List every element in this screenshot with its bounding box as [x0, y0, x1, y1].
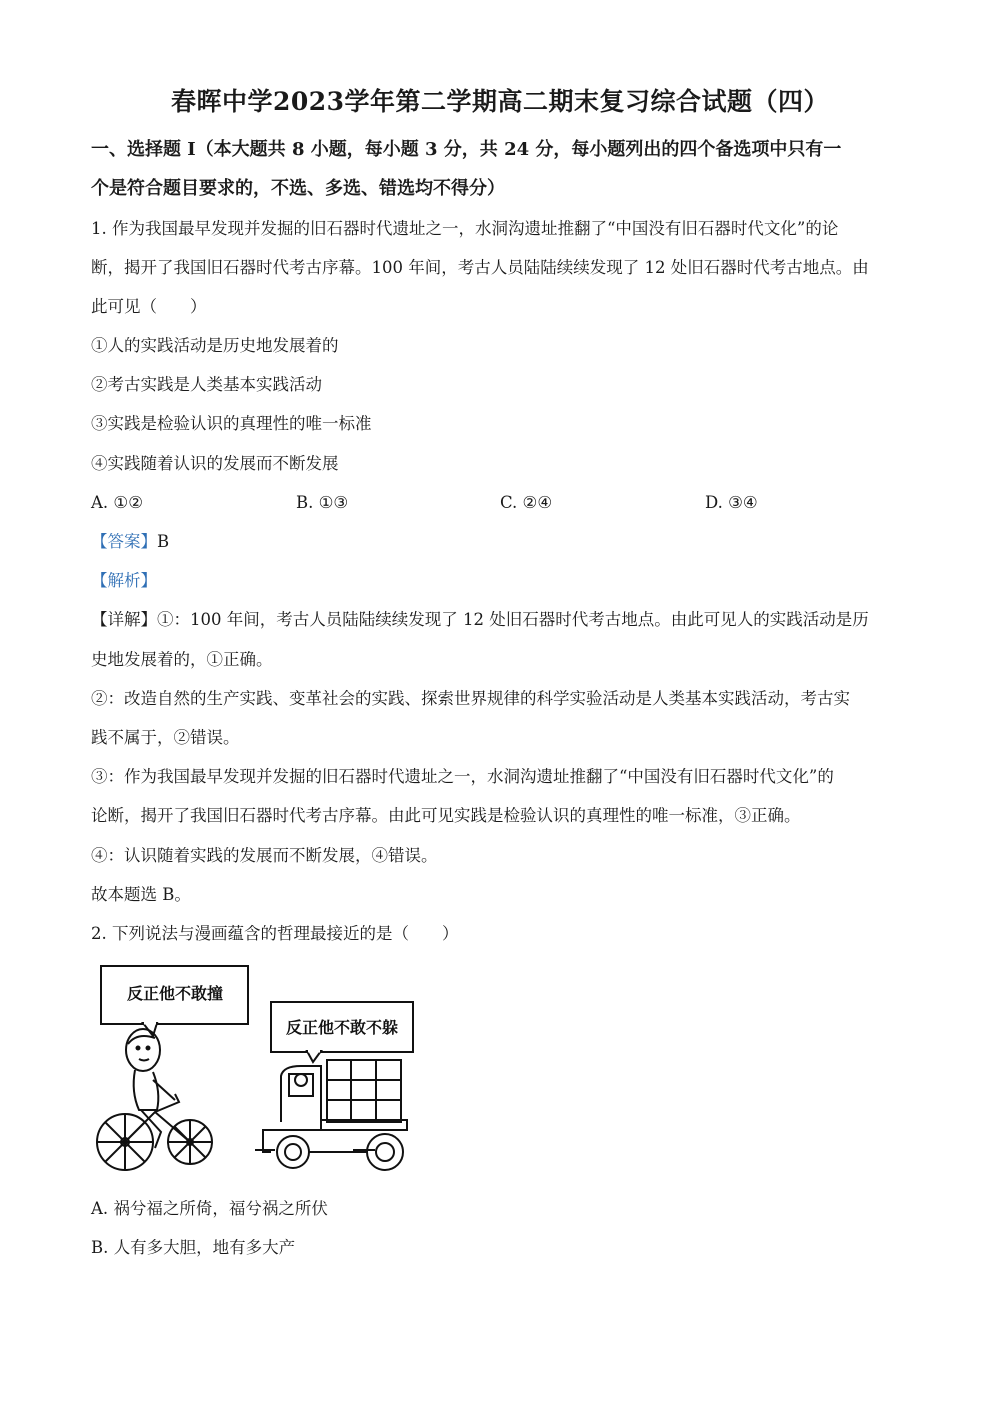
q1-statement-3: ③实践是检验认识的真理性的唯一标准	[91, 414, 372, 433]
q1-detail-p2-line2: 践不属于，②错误。	[91, 728, 240, 747]
answer-value: B	[157, 532, 170, 551]
detail-p1-text: ①：100 年间，考古人员陆陆续续发现了 12 处旧石器时代考古地点。由此可见人的实践活动是历	[157, 610, 869, 629]
answer-tag: 【答案】	[91, 532, 157, 551]
q1-statement-1: ①人的实践活动是历史地发展着的	[91, 336, 339, 355]
q1-detail-p2-line1: ②：改造自然的生产实践、变革社会的实践、探索世界规律的科学实验活动是人类基本实践活动，考古实	[91, 689, 850, 708]
q1-option-c: C. ②④	[500, 493, 553, 512]
q1-stem-line3: 此可见（ ）	[91, 297, 207, 316]
q1-statement-4: ④实践随着认识的发展而不断发展	[91, 454, 339, 473]
q1-option-a: A. ①②	[91, 493, 143, 512]
q1-option-b: B. ①③	[296, 493, 349, 512]
q1-conclusion: 故本题选 B。	[91, 885, 191, 904]
section-heading-line1: 一、选择题 I（本大题共 8 小题，每小题 3 分，共 24 分，每小题列出的四个备选项中只有一	[91, 139, 842, 160]
cyclist-drawing	[97, 1029, 212, 1170]
q2-stem: 2. 下列说法与漫画蕴含的哲理最接近的是（ ）	[91, 924, 459, 943]
section-heading-line2: 个是符合题目要求的，不选、多选、错选均不得分）	[91, 178, 505, 199]
q1-detail-p1-line2: 史地发展着的，①正确。	[91, 650, 273, 669]
speech-bubble-right	[271, 1002, 413, 1062]
detail-tag: 【详解】	[91, 610, 157, 629]
q1-option-d: D. ③④	[705, 493, 758, 512]
speech-bubble-left	[101, 966, 248, 1036]
truck-drawing	[255, 1060, 407, 1170]
q1-detail-p4: ④：认识随着实践的发展而不断发展，④错误。	[91, 846, 438, 865]
q1-stem-line2: 断，揭开了我国旧石器时代考古序幕。100 年间，考古人员陆陆续续发现了 12 处旧石器时代考古地点。由	[91, 258, 869, 277]
bubble-right-text: 反正他不敢不躲	[285, 1020, 399, 1037]
q1-detail-p1-line1	[91, 608, 916, 632]
q1-detail-p3-line2: 论断，揭开了我国旧石器时代考古序幕。由此可见实践是检验认识的真理性的唯一标准，③正确。	[91, 806, 801, 825]
q2-option-a: A. 祸兮福之所倚，福兮祸之所伏	[91, 1199, 328, 1218]
q1-statement-2: ②考古实践是人类基本实践活动	[91, 375, 322, 394]
cartoon-image	[95, 962, 415, 1184]
q1-answer-row	[91, 530, 916, 554]
q1-detail-p3-line1: ③：作为我国最早发现并发掘的旧石器时代遗址之一，水洞沟遗址推翻了“中国没有旧石器时代文化”的	[91, 767, 834, 786]
q1-analysis-row	[91, 569, 916, 593]
page-title: 春晖中学2023学年第二学期高二期末复习综合试题（四）	[170, 87, 830, 116]
bubble-left-text: 反正他不敢撞	[126, 986, 224, 1003]
analysis-tag: 【解析】	[91, 571, 157, 590]
q2-option-b: B. 人有多大胆，地有多大产	[91, 1238, 296, 1257]
q1-stem-line1: 1. 作为我国最早发现并发掘的旧石器时代遗址之一，水洞沟遗址推翻了“中国没有旧石器时代文化”的论	[91, 219, 839, 238]
